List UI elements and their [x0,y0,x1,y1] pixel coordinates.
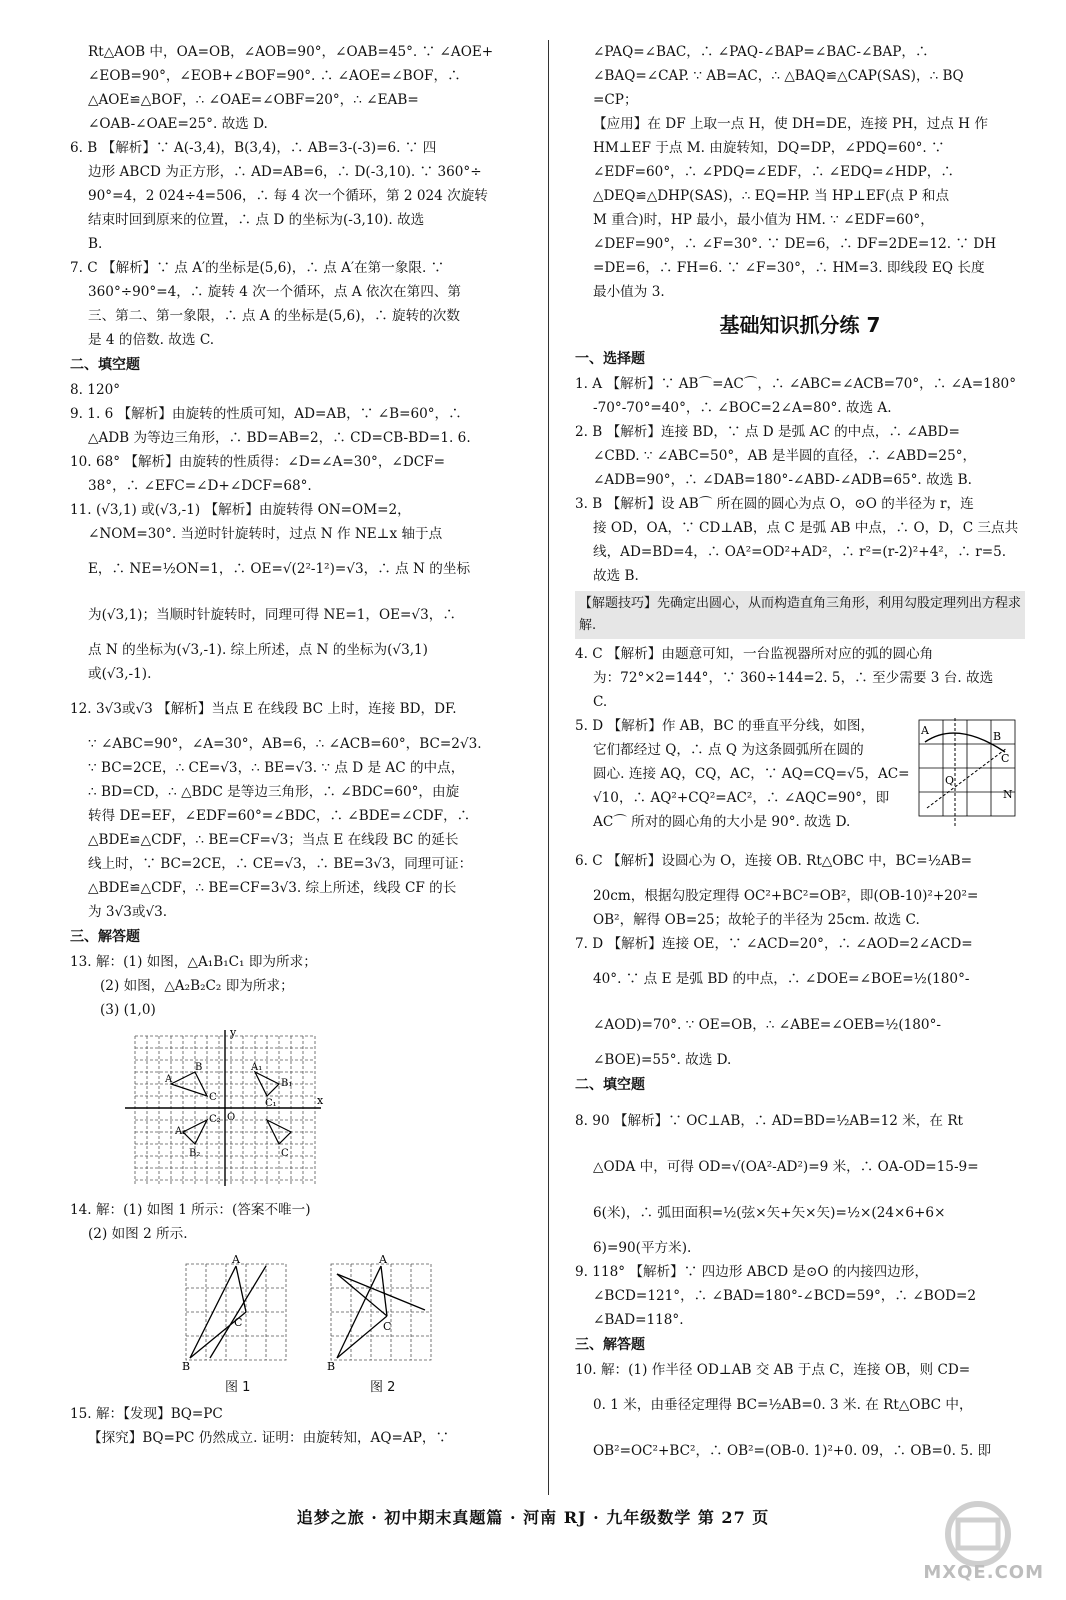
text-line: 6. B 【解析】∵ A(-3,4)，B(3,4)，∴ AB=3-(-3)=6. ∵ 四 [70,140,437,156]
text-line: ∠BCD=121°，∴ ∠BAD=180°-∠BCD=59°，∴ ∠BOD=2 [593,1288,977,1304]
text-line: HM⊥EF 于点 M. 由旋转知，DQ=DP，∠PDQ=60°. ∵ [593,140,945,156]
point-label: C [209,1092,217,1103]
text-line: 或(√3,-1). [88,666,152,682]
figure-2-caption: 图 2 [370,1380,396,1395]
text-line: △ADB 为等边三角形，∴ BD=AB=2，∴ CD=CB-BD=1. 6. [88,430,471,446]
text-line: 为：72°×2=144°，∵ 360÷144=2. 5，∴ 至少需要 3 台. 故选 [593,670,994,686]
figure-1-caption: 图 1 [225,1380,251,1395]
figure-1-svg [180,1254,300,1372]
point-label: N [1003,788,1013,801]
left-text-block-q15 [70,1402,530,1450]
coordinate-grid-figure [70,1026,530,1194]
right-text-block-bottom [575,838,1025,1474]
text-line: 线，AD=BD=4，∴ OA²=OD²+AD²，∴ r²=(r-2)²+4²，∴ r=5. [593,544,1007,560]
text-line: 20cm，根据勾股定理得 OC²+BC²=OB²，即(OB-10)²+20²= [593,888,979,904]
point-label: A [165,1074,173,1085]
point-label: A₂ [175,1126,187,1137]
text-line: ∠EDF=60°，∴ ∠PDQ=∠EDF，∴ ∠EDQ=∠HDP，∴ [593,164,954,180]
text-line: 2. B 【解析】连接 BD，∵ 点 D 是弧 AC 的中点，∴ ∠ABD= [575,424,960,440]
text-line: 接 OD，OA，∵ CD⊥AB，点 C 是弧 AB 中点，∴ O，D，C 三点共 [593,520,1019,536]
point-label: B [993,730,1002,743]
text-line: C. [593,694,608,710]
text-line: 1. A 【解析】∵ AB⌒=AC⌒，∴ ∠ABC=∠ACB=70°，∴ ∠A=180° [575,376,1016,392]
point-label: C₂ [209,1114,221,1125]
text-line: 8. 90 【解析】∵ OC⊥AB，∴ AD=BD=½AB=12 米，在 Rt [575,1113,964,1129]
point-label: B₂ [189,1148,201,1159]
right-text-block-top [575,40,1025,304]
text-line: 15. 解：【发现】BQ=PC [70,1406,223,1422]
text-line: △AOE≌△BOF，∴ ∠OAE=∠OBF=20°，∴ ∠EAB= [88,92,419,108]
text-line: 边形 ABCD 为正方形，∴ AD=AB=6，∴ D(-3,10). ∵ 360°÷ [88,164,482,180]
coordinate-grid-svg [115,1026,445,1194]
text-line: 10. 68° 【解析】由旋转的性质得：∠D=∠A=30°，∠DCF= [70,454,445,470]
text-line: =DE=6，∴ FH=6. ∵ ∠F=30°，∴ HM=3. 即线段 EQ 长度 [593,260,985,276]
point-label: A₁ [251,1062,263,1073]
text-line: 13. 解：(1) 如图，△A₁B₁C₁ 即为所求； [70,954,317,970]
left-text-block [70,40,530,1022]
text-line: =CP； [593,92,638,108]
solving-tip: 【解题技巧】先确定出圆心，从而构造直角三角形，利用勾股定理列出方程求解. [575,591,1025,639]
origin-label: O [227,1112,236,1123]
text-line: ∴ BD=CD，∴ △BDC 是等边三角形，∴ ∠BDC=60°，由旋 [88,784,460,800]
text-line: 故选 B. [593,568,639,584]
text-line: ∠AOD)=70°. ∵ OE=OB，∴ ∠ABE=∠OEB=½(180°- [593,1017,941,1033]
text-line: √10，∴ AQ²+CQ²=AC²，∴ ∠AQC=90°，即 [593,790,890,806]
text-line: ∠BAD=118°. [593,1312,684,1328]
text-line: 线上时，∵ BC=2CE，∴ CE=√3，∴ BE=3√3，同理可证： [88,856,473,872]
point-label: B₁ [281,1078,293,1089]
text-line: 10. 解：(1) 作半径 OD⊥AB 交 AB 于点 C，连接 OB，则 CD= [575,1362,971,1378]
page-footer: 追梦之旅 · 初中期末真题篇 · 河南 RJ · 九年级数学 第 27 页 [296,1508,770,1527]
right-text-block-mid [575,346,1025,588]
text-line: 三、第二、第一象限，∴ 点 A 的坐标是(5,6)，∴ 旋转的次数 [88,308,460,324]
text-line: OB²=OC²+BC²，∴ OB²=(OB-0. 1)²+0. 09，∴ OB=0. 5. 即 [593,1443,992,1459]
text-line: 为(√3,1)；当顺时针旋转时，同理可得 NE=1，OE=√3，∴ [88,607,456,623]
text-line: Rt△AOB 中，OA=OB，∠AOB=90°，∠OAB=45°. ∵ ∠AOE+ [88,44,494,60]
text-line: 9. 118° 【解析】∵ 四边形 ABCD 是⊙O 的内接四边形， [575,1264,929,1280]
text-line: ∠EOB=90°，∠EOB+∠BOF=90°. ∴ ∠AOE=∠BOF，∴ [88,68,461,84]
point-label: C [1001,752,1010,765]
point-label: B [182,1360,191,1372]
text-line: ∠OAB-∠OAE=25°. 故选 D. [88,116,268,132]
text-line: (2) 如图，△A₂B₂C₂ 即为所求； [100,978,294,994]
text-line: ∠BOE)=55°. 故选 D. [593,1052,732,1068]
text-line: ∵ BC=2CE，∴ CE=√3，∴ BE=√3. ∵ 点 D 是 AC 的中点， [88,760,465,776]
right-text-block-q4 [575,642,1025,714]
text-line: 6. C 【解析】设圆心为 O，连接 OB. Rt△OBC 中，BC=½AB= [575,853,972,869]
axes [125,1030,321,1186]
text-line: 6)=90(平方米). [593,1240,692,1256]
text-line: B. [88,236,103,252]
text-line: 三、解答题 [575,1337,645,1353]
watermark-text: MXQE.COM [923,1562,1044,1583]
text-line: ∠DEF=90°，∴ ∠F=30°. ∵ DE=6，∴ DF=2DE=12. ∵ DH [593,236,997,252]
text-line: E，∴ NE=½ON=1，∴ OE=√(2²-1²)=√3，∴ 点 N 的坐标 [88,561,471,577]
text-line: 4. C 【解析】由题意可知，一台监视器所对应的弧的圆心角 [575,646,934,662]
point-label: B [327,1360,336,1372]
q5-grid-figure [917,718,1017,830]
text-line: 5. D 【解析】作 AB，BC 的垂直平分线，如图， [575,718,875,734]
text-line: 结束时回到原来的位置，∴ 点 D 的坐标为(-3,10). 故选 [88,212,425,228]
text-line: 360°÷90°=4，∴ 旋转 4 次一个循环，点 A 依次在第四、第 [88,284,462,300]
text-line: (3) (1,0) [100,1002,156,1018]
text-line: 它们都经过 Q，∴ 点 Q 为这条圆弧所在圆的 [593,742,864,758]
text-line: 一、选择题 [575,351,645,367]
y-axis-label: y [230,1026,237,1039]
text-line: AC⌒ 所对的圆心角的大小是 90°. 故选 D. [593,814,851,830]
text-line: ∠NOM=30°. 当逆时针旋转时，过点 N 作 NE⊥x 轴于点 [88,526,443,542]
text-line: ∠PAQ=∠BAC，∴ ∠PAQ-∠BAP=∠BAC-∠BAP，∴ [593,44,929,60]
text-line: 8. 120° [70,382,121,398]
point-label: C₁ [265,1098,277,1109]
text-line: 0. 1 米，由垂径定理得 BC=½AB=0. 3 米. 在 Rt△OBC 中， [593,1397,973,1413]
text-line: 7. C 【解析】∵ 点 A′的坐标是(5,6)，∴ 点 A′在第一象限. ∵ [70,260,445,276]
q5-text [575,714,915,834]
text-line: 12. 3√3或√3 【解析】当点 E 在线段 BC 上时，连接 BD，DF. [70,701,457,717]
text-line: 点 N 的坐标为(√3,-1). 综上所述，点 N 的坐标为(√3,1) [88,642,428,658]
text-line: 11. (√3,1) 或(√3,-1) 【解析】由旋转得 ON=OM=2， [70,502,411,518]
text-line: 14. 解：(1) 如图 1 所示：(答案不唯一) [70,1202,311,1218]
text-line: △DEQ≌△DHP(SAS)，∴ EQ=HP. 当 HP⊥EF(点 P 和点 [593,188,950,204]
point-label: Q [945,774,955,787]
text-line: 3. B 【解析】设 AB⌒ 所在圆的圆心为点 O，⊙O 的半径为 r，连 [575,496,974,512]
point-label: C [281,1148,289,1159]
text-line: 40°. ∵ 点 E 是弧 BD 的中点，∴ ∠DOE=∠BOE=½(180°- [593,971,970,987]
text-line: -70°-70°=40°，∴ ∠BOC=2∠A=80°. 故选 A. [593,400,892,416]
figure-2-svg [325,1254,445,1372]
text-line: 38°，∴ ∠EFC=∠D+∠DCF=68°. [88,478,312,494]
q14-figures [70,1250,530,1398]
text-line: 为 3√3或√3. [88,904,168,920]
point-label: C [383,1320,392,1333]
left-column [70,40,530,1450]
text-line: M 重合)时，HP 最小，最小值为 HM. ∵ ∠EDF=60°， [593,212,934,228]
text-line: △ODA 中，可得 OD=√(OA²-AD²)=9 米，∴ OA-OD=15-9= [593,1159,979,1175]
text-line: 9. 1. 6 【解析】由旋转的性质可知，AD=AB，∵ ∠B=60°，∴ [70,406,462,422]
text-line: 三、解答题 [70,929,140,945]
point-label: C [234,1316,243,1329]
x-axis-label: x [317,1094,324,1107]
q5-block [575,714,1025,838]
text-line: ∠BAQ=∠CAP. ∵ AB=AC，∴ △BAQ≌△CAP(SAS)，∴ BQ [593,68,964,84]
text-line: 二、填空题 [70,357,140,373]
text-line: OB²，解得 OB=25；故轮子的半径为 25cm. 故选 C. [593,912,920,928]
point-label: A [379,1254,387,1266]
text-line: ∠CBD. ∵ ∠ABC=50°，AB 是半圆的直径，∴ ∠ABD=25°， [593,448,977,464]
point-label: A [921,724,929,737]
text-line: ∵ ∠ABC=90°，∠A=30°，AB=6，∴ ∠ACB=60°，BC=2√3. [88,736,482,752]
text-line: 6(米)，∴ 弧田面积=½(弦×矢+矢×矢)=½×(24×6+6× [593,1205,946,1221]
column-divider [548,40,549,1495]
point-label: A [232,1254,240,1266]
text-line: △BDE≌△CDF，∴ BE=CF=3√3. 综上所述，线段 CF 的长 [88,880,457,896]
text-line: 圆心. 连接 AQ，CQ，AC，∵ AQ=CQ=√5，AC= [593,766,910,782]
text-line: (2) 如图 2 所示. [88,1226,188,1242]
text-line: 最小值为 3. [593,284,665,300]
text-line: 【应用】在 DF 上取一点 H，使 DH=DE，连接 PH，过点 H 作 [593,116,988,132]
left-text-block-q14 [70,1198,530,1246]
right-column [575,40,1025,1474]
text-line: 【探究】BQ=PC 仍然成立. 证明：由旋转知，AQ=AP，∵ [88,1430,450,1446]
point-label: B [195,1062,203,1073]
text-line: 二、填空题 [575,1077,645,1093]
section-title: 基础知识抓分练 7 [719,313,881,337]
text-line: 90°=4，2 024÷4=506，∴ 每 4 次一个循环，第 2 024 次旋转 [88,188,488,204]
text-line: ∠ADB=90°，∴ ∠DAB=180°-∠ABD-∠ADB=65°. 故选 B. [593,472,972,488]
text-line: △BDE≌△CDF，∴ BE=CF=√3；当点 E 在线段 BC 的延长 [88,832,459,848]
text-line: 转得 DE=EF，∠EDF=60°=∠BDC，∴ ∠BDE=∠CDF，∴ [88,808,471,824]
text-line: 7. D 【解析】连接 OE，∵ ∠ACD=20°，∴ ∠AOD=2∠ACD= [575,936,973,952]
text-line: 是 4 的倍数. 故选 C. [88,332,215,348]
